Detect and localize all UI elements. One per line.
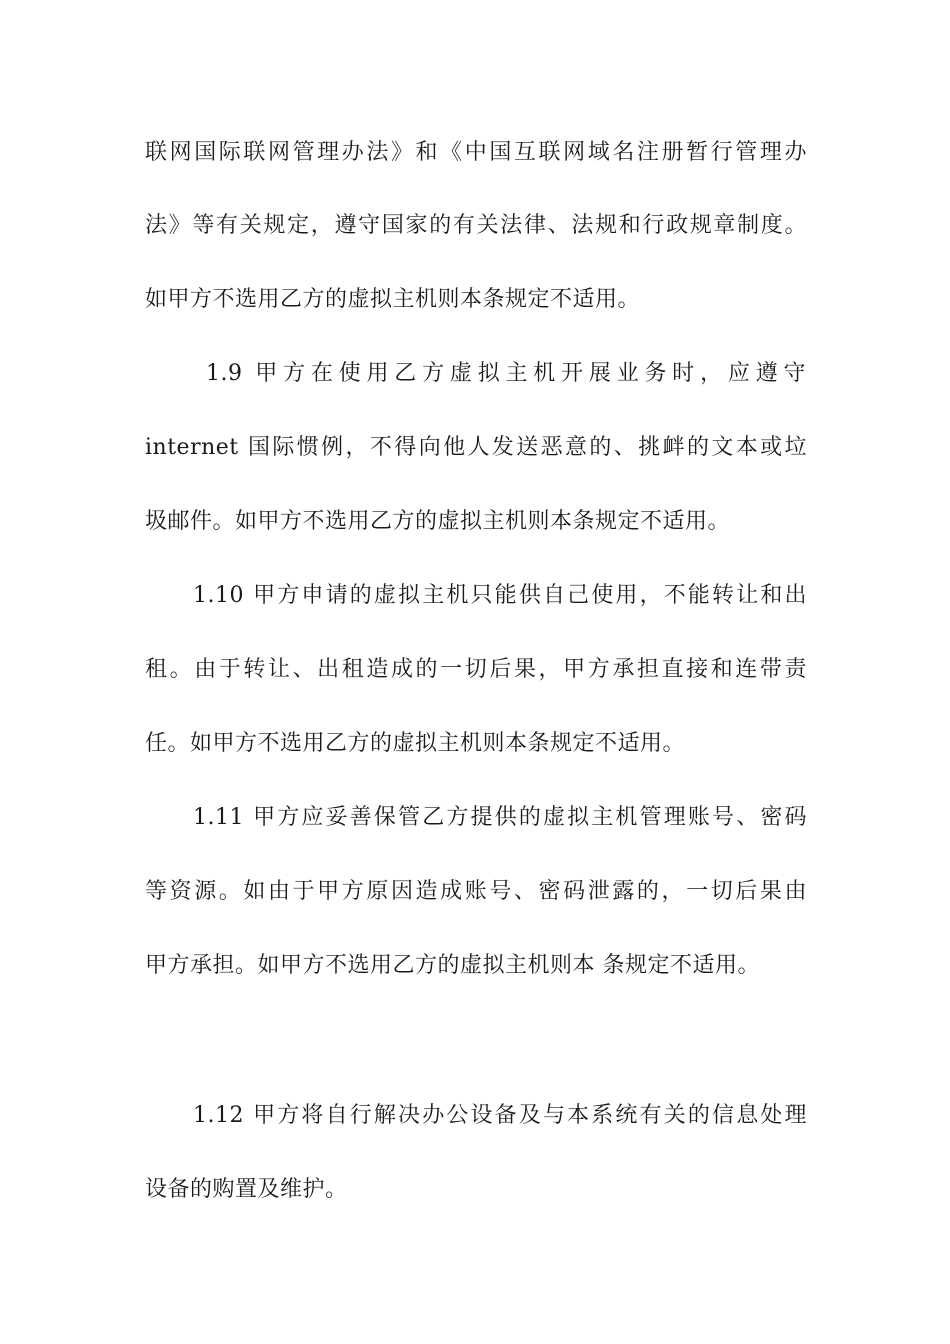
clause-1-10-first-line: 1.10 甲方申请的虚拟主机只能供自己使用，不能转让和出 [193, 583, 807, 608]
clause-1-12-first-line: 1.12 甲方将自行解决办公设备及与本系统有关的信息处理 [193, 1103, 807, 1128]
clause-1-11-first-line: 1.11 甲方应妥善保管乙方提供的虚拟主机管理账号、密码 [193, 805, 807, 830]
clause-1-9-first-line: 1.9 甲方在使用乙方虚拟主机开展业务时，应遵守 [206, 361, 806, 386]
paragraph-line: 等资源。如由于甲方原因造成账号、密码泄露的，一切后果由 [145, 879, 807, 904]
paragraph-line: 圾邮件。如甲方不选用乙方的虚拟主机则本条规定不适用。 [145, 509, 731, 534]
paragraph-line: 任。如甲方不选用乙方的虚拟主机则本条规定不适用。 [145, 731, 686, 756]
paragraph-line: 如甲方不选用乙方的虚拟主机则本条规定不适用。 [145, 287, 641, 312]
paragraph-line: 联网国际联网管理办法》和《中国互联网域名注册暂行管理办 [145, 140, 807, 165]
paragraph-line: 设备的购置及维护。 [145, 1177, 348, 1202]
paragraph-line: 甲方承担。如甲方不选用乙方的虚拟主机则本 条规定不适用。 [145, 953, 760, 978]
paragraph-line: internet 国际惯例，不得向他人发送恶意的、挑衅的文本或垃 [145, 435, 807, 460]
paragraph-line: 法》等有关规定，遵守国家的有关法律、法规和行政规章制度。 [145, 213, 807, 238]
paragraph-line: 租。由于转让、出租造成的一切后果，甲方承担直接和连带责 [145, 657, 807, 682]
